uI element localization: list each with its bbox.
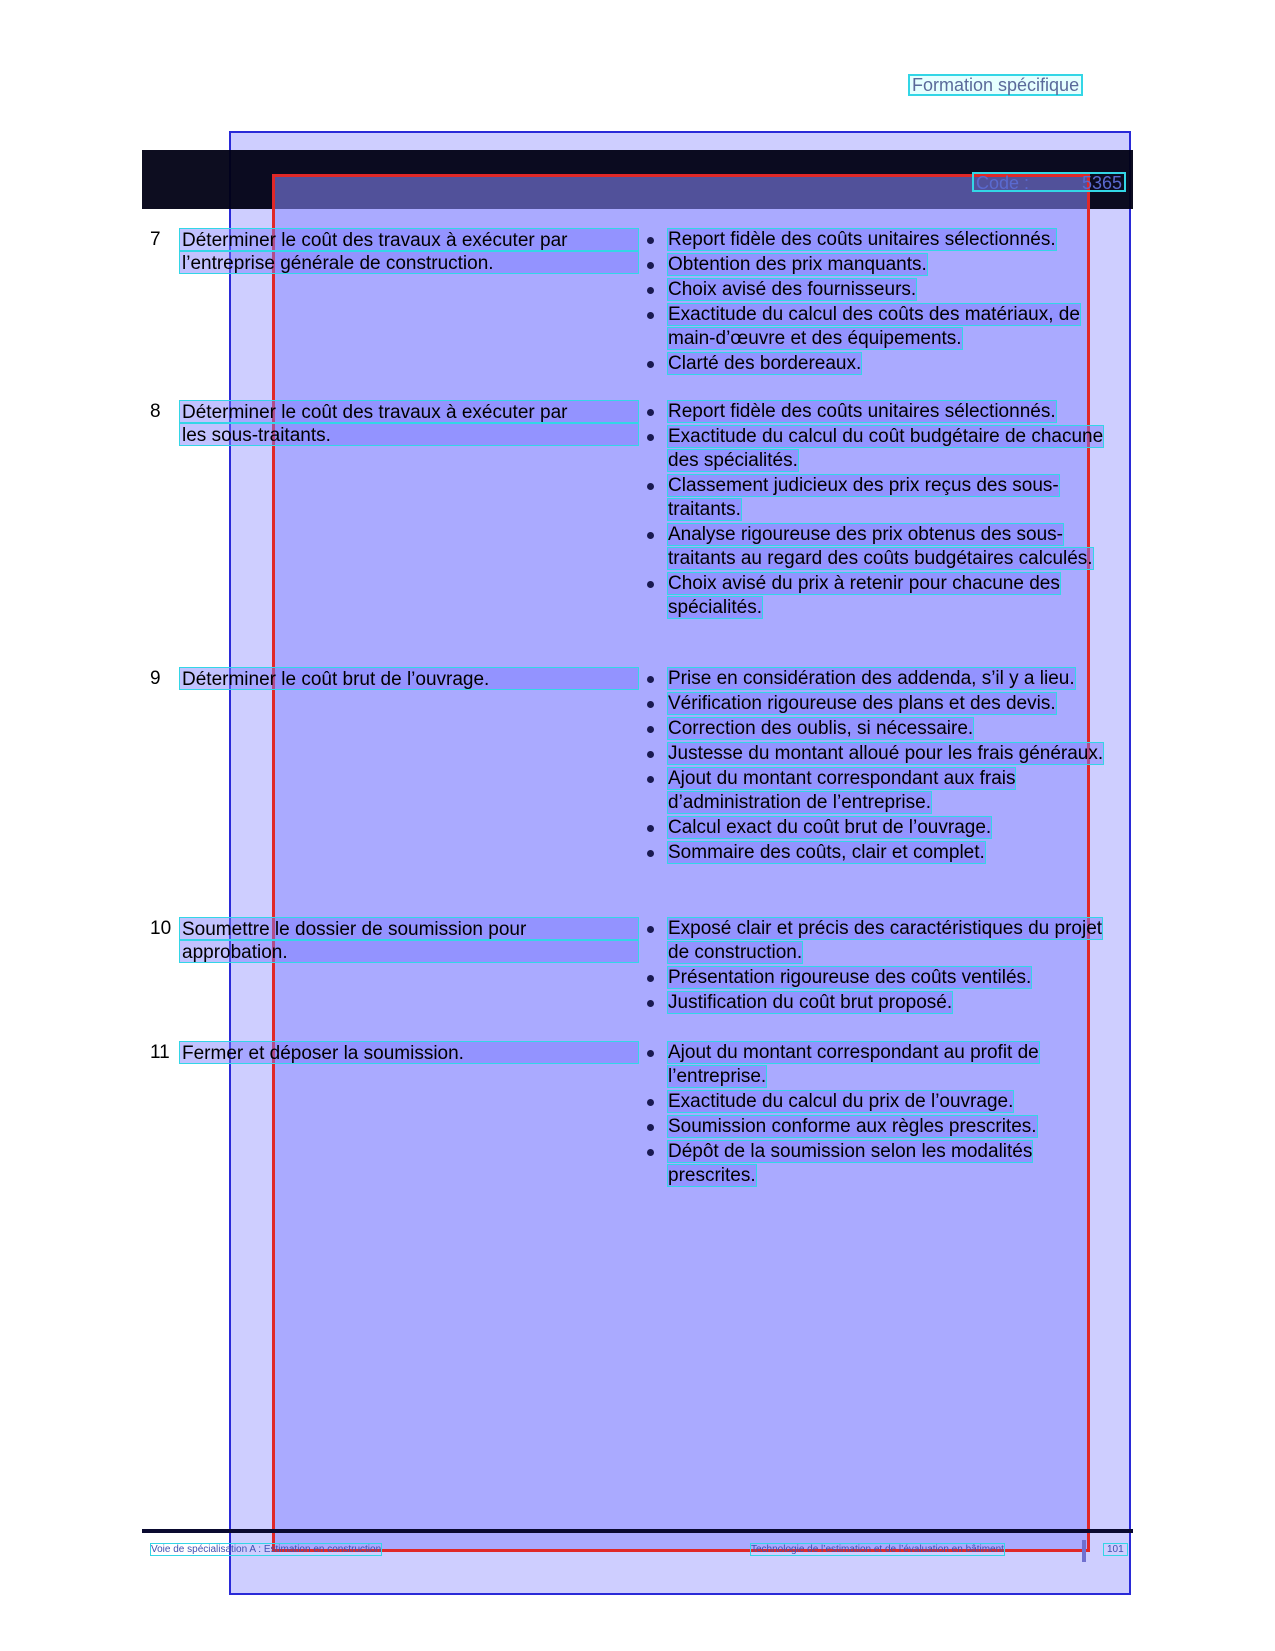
criterion: Sommaire des coûts, clair et complet. [644, 841, 1116, 865]
bullet-icon [647, 434, 654, 441]
footer-divider [142, 1529, 1133, 1533]
bullet-icon [647, 361, 654, 368]
criterion: Report fidèle des coûts unitaires sélectionnés. [644, 228, 1116, 252]
bullet-icon [647, 975, 654, 982]
criterion: Ajout du montant correspondant au profit de l’entreprise. [644, 1041, 1116, 1089]
page-number: 101 [1103, 1543, 1128, 1556]
criterion: Soumission conforme aux règles prescrites. [644, 1115, 1116, 1139]
criterion: Justification du coût brut proposé. [644, 991, 1116, 1015]
competency-number: 7 [150, 229, 161, 250]
footer-program: Voie de spécialisation A : Estimation en construction [151, 1544, 382, 1555]
criterion: Exactitude du calcul du coût budgétaire de chacune des spécialités. [644, 425, 1116, 473]
criterion: Exactitude du calcul du prix de l’ouvrage. [644, 1090, 1116, 1114]
competency-title-line: l’entreprise générale de construction. [179, 251, 639, 274]
competency-title-line: Déterminer le coût des travaux à exécuter par [179, 228, 639, 251]
criterion: Analyse rigoureuse des prix obtenus des sous-traitants au regard des coûts budgétaires calculés. [644, 523, 1116, 571]
criterion: Exactitude du calcul des coûts des matériaux, de main-d’œuvre et des équipements. [644, 303, 1116, 351]
section-heading: Formation spécifique [908, 74, 1083, 96]
competency-title-line: les sous-traitants. [179, 423, 639, 446]
bullet-icon [647, 312, 654, 319]
criterion: Ajout du montant correspondant aux frais d’administration de l’entreprise. [644, 767, 1116, 815]
criterion: Classement judicieux des prix reçus des sous-traitants. [644, 474, 1116, 522]
bullet-icon [647, 850, 654, 857]
criterion: Calcul exact du coût brut de l’ouvrage. [644, 816, 1116, 840]
criterion: Exposé clair et précis des caractéristiques du projet de construction. [644, 917, 1116, 965]
criteria-list [644, 400, 1116, 621]
bullet-icon [647, 1149, 654, 1156]
criteria-list [644, 667, 1116, 866]
criteria-list [644, 1041, 1116, 1189]
bullet-icon [647, 726, 654, 733]
competency-number: 10 [150, 918, 172, 939]
bullet-icon [647, 751, 654, 758]
criterion: Obtention des prix manquants. [644, 253, 1116, 277]
criterion: Choix avisé des fournisseurs. [644, 278, 1116, 302]
competency-title-line: Soumettre le dossier de soumission pour [179, 917, 639, 940]
bullet-icon [647, 701, 654, 708]
competency-number: 11 [150, 1042, 170, 1063]
bullet-icon [647, 926, 654, 933]
criterion: Dépôt de la soumission selon les modalités prescrites. [644, 1140, 1116, 1188]
bullet-icon [647, 483, 654, 490]
competency-title-line: Déterminer le coût des travaux à exécuter par [179, 400, 639, 423]
criterion: Vérification rigoureuse des plans et des devis. [644, 692, 1116, 716]
page-marker [1082, 1540, 1086, 1562]
criterion: Correction des oublis, si nécessaire. [644, 717, 1116, 741]
bullet-icon [647, 237, 654, 244]
code-label-text: Code : [976, 173, 1030, 193]
bullet-icon [647, 776, 654, 783]
bullet-icon [647, 676, 654, 683]
bullet-icon [647, 1124, 654, 1131]
criterion: Clarté des bordereaux. [644, 352, 1116, 376]
footer-title: Technologie de l’estimation et de l’évaluation en bâtiment [751, 1544, 1004, 1555]
criterion: Justesse du montant alloué pour les frais généraux. [644, 742, 1116, 766]
bullet-icon [647, 409, 654, 416]
competency-title-line: approbation. [179, 940, 639, 963]
criteria-list [644, 228, 1116, 377]
bullet-icon [647, 1099, 654, 1106]
bullet-icon [647, 287, 654, 294]
criterion: Présentation rigoureuse des coûts ventilés. [644, 966, 1116, 990]
competency-number: 8 [150, 401, 161, 422]
bullet-icon [647, 581, 654, 588]
criterion: Report fidèle des coûts unitaires sélectionnés. [644, 400, 1116, 424]
bullet-icon [647, 532, 654, 539]
criteria-list [644, 917, 1116, 1016]
competency-number: 9 [150, 668, 161, 689]
bullet-icon [647, 262, 654, 269]
bullet-icon [647, 825, 654, 832]
competency-title-line: Fermer et déposer la soumission. [179, 1041, 639, 1064]
competency-title-line: Déterminer le coût brut de l’ouvrage. [179, 667, 639, 690]
criterion: Choix avisé du prix à retenir pour chacune des spécialités. [644, 572, 1116, 620]
bullet-icon [647, 1000, 654, 1007]
code-value: 5365 [1081, 173, 1122, 193]
criterion: Prise en considération des addenda, s’il y a lieu. [644, 667, 1116, 691]
bullet-icon [647, 1050, 654, 1057]
